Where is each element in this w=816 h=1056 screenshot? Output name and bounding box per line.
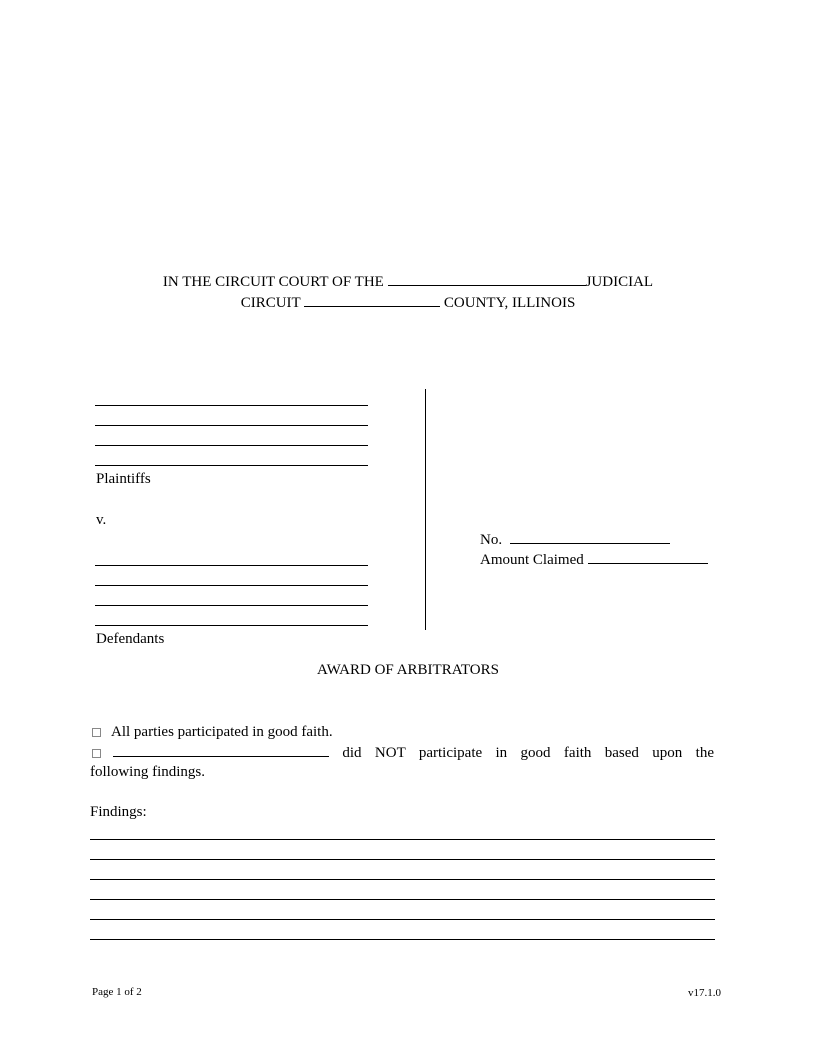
amount-claimed-field[interactable] (588, 550, 708, 564)
page-number: Page 1 of 2 (92, 986, 142, 998)
good-faith-option (92, 723, 333, 741)
case-number-label: No. (480, 532, 503, 548)
defendants-label: Defendants (96, 631, 165, 647)
circuit-label: CIRCUIT (240, 295, 301, 311)
good-faith-option-label: All parties participated in good faith. (111, 724, 333, 740)
caption-divider (425, 389, 426, 630)
court-caption-line1 (0, 272, 816, 291)
bad-faith-party-field[interactable] (113, 743, 329, 757)
plaintiff-line-2[interactable] (95, 425, 368, 426)
plaintiff-line-1[interactable] (95, 405, 368, 406)
defendant-line-1[interactable] (95, 565, 368, 566)
judicial-circuit-field[interactable] (388, 272, 586, 286)
document-title: AWARD OF ARBITRATORS (317, 662, 499, 678)
amount-claimed-row (480, 550, 708, 569)
court-caption-suffix: JUDICIAL (585, 274, 654, 290)
county-label: COUNTY, ILLINOIS (443, 295, 576, 311)
versus-label: v. (96, 512, 107, 528)
findings-line-2[interactable] (90, 859, 715, 860)
findings-line-3[interactable] (90, 879, 715, 880)
bad-faith-option-continued: following findings. (90, 764, 205, 780)
findings-line-6[interactable] (90, 939, 715, 940)
defendant-line-4[interactable] (95, 625, 368, 626)
bad-faith-checkbox[interactable] (92, 749, 101, 758)
findings-label: Findings: (90, 804, 147, 820)
findings-line-4[interactable] (90, 899, 715, 900)
bad-faith-option (92, 743, 714, 762)
county-field[interactable] (304, 293, 440, 307)
plaintiff-line-3[interactable] (95, 445, 368, 446)
plaintiffs-label: Plaintiffs (96, 471, 151, 487)
amount-claimed-label: Amount Claimed (480, 552, 584, 568)
court-caption-prefix: IN THE CIRCUIT COURT OF THE (162, 274, 384, 290)
defendant-line-2[interactable] (95, 585, 368, 586)
plaintiff-line-4[interactable] (95, 465, 368, 466)
form-version: v17.1.0 (688, 987, 721, 999)
defendant-line-3[interactable] (95, 605, 368, 606)
case-number-row (480, 530, 670, 549)
good-faith-checkbox[interactable] (92, 728, 101, 737)
findings-line-5[interactable] (90, 919, 715, 920)
bad-faith-option-label: did NOT participate in good faith based upon the (342, 745, 715, 761)
case-number-field[interactable] (510, 530, 670, 544)
findings-line-1[interactable] (90, 839, 715, 840)
court-caption-line2 (0, 293, 816, 312)
